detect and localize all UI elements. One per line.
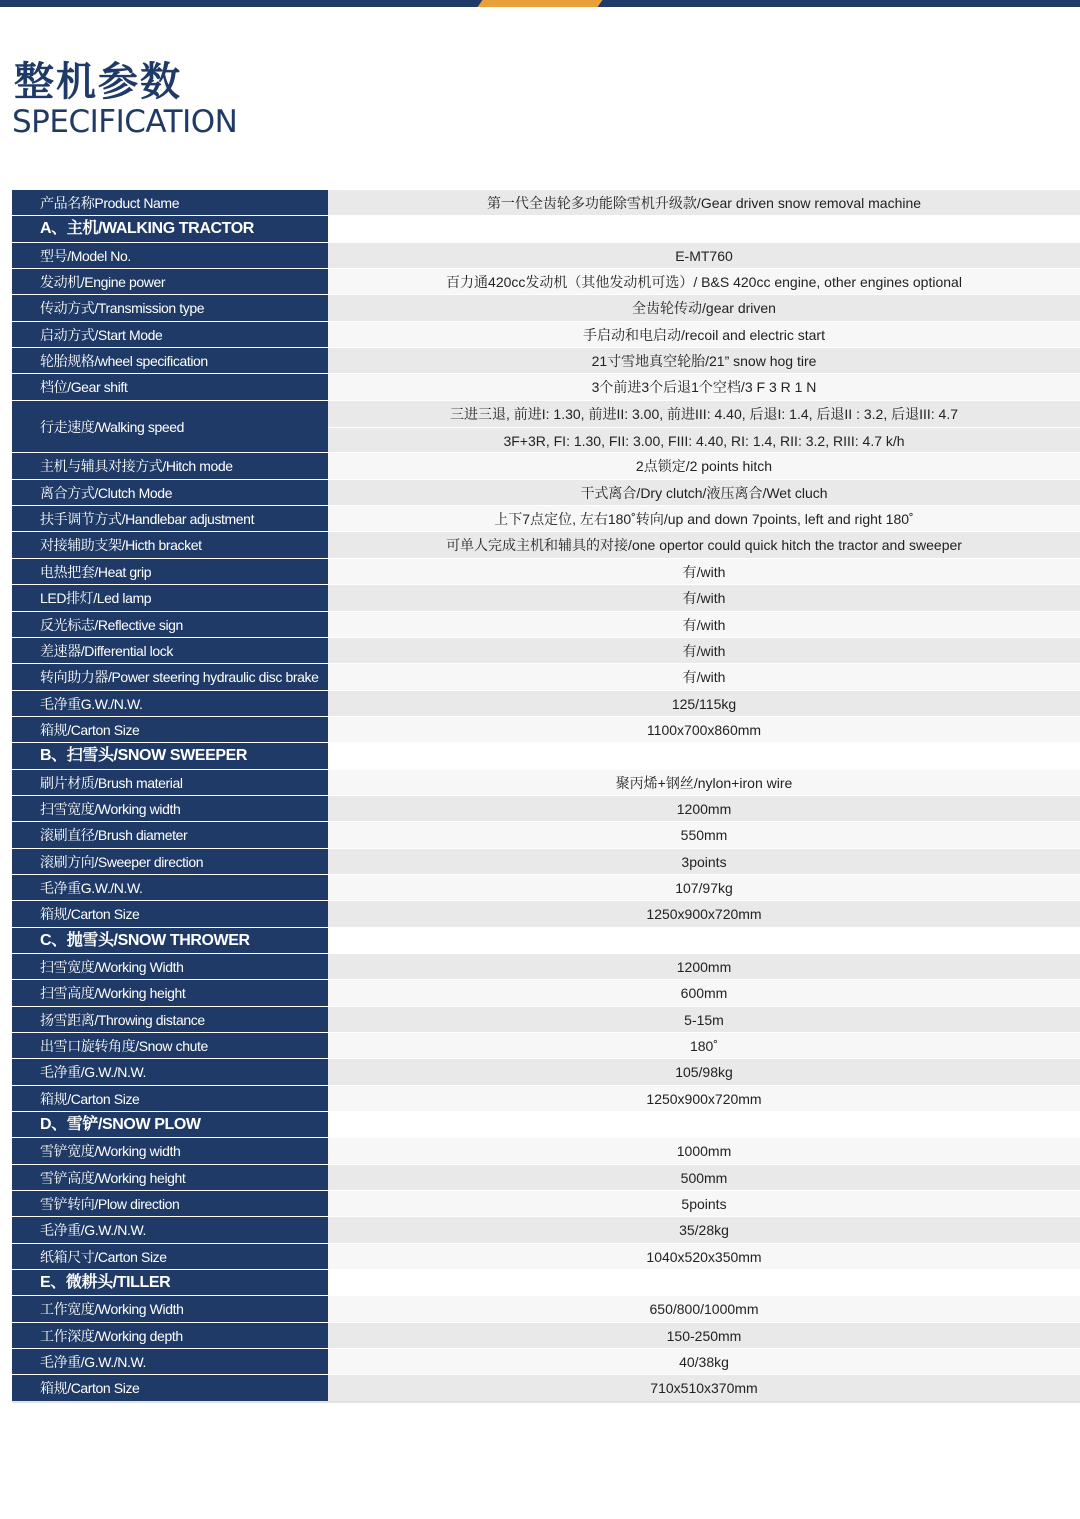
- table-row: [12, 954, 1080, 980]
- spec-label: 毛净重G.W./N.W.: [12, 875, 328, 901]
- section-title: B、扫雪头/SNOW SWEEPER: [12, 743, 328, 769]
- table-row: [12, 322, 1080, 348]
- spec-value: 有/with: [328, 664, 1080, 690]
- spec-value: 500mm: [328, 1165, 1080, 1191]
- table-row: [12, 1033, 1080, 1059]
- table-row: [12, 822, 1080, 848]
- table-row: [12, 875, 1080, 901]
- spec-label: LED排灯/Led lamp: [12, 585, 328, 611]
- spec-value: 180˚: [328, 1033, 1080, 1059]
- spec-value: 125/115kg: [328, 691, 1080, 717]
- section-blank-cell: [328, 743, 1080, 769]
- spec-label: 扫雪宽度/Working Width: [12, 954, 328, 980]
- spec-label: 传动方式/Transmission type: [12, 295, 328, 321]
- section-header-row: [12, 928, 1080, 954]
- table-row: [12, 901, 1080, 927]
- table-row: [12, 453, 1080, 479]
- table-row: [12, 664, 1080, 690]
- section-title: A、主机/WALKING TRACTOR: [12, 216, 328, 242]
- spec-label: 行走速度/Walking speed: [12, 401, 328, 454]
- spec-value: 有/with: [328, 559, 1080, 585]
- table-row: [12, 1138, 1080, 1164]
- spec-value: 710x510x370mm: [328, 1375, 1080, 1401]
- section-header-row: [12, 1112, 1080, 1138]
- spec-label: 离合方式/Clutch Mode: [12, 480, 328, 506]
- section-blank-cell: [328, 1270, 1080, 1296]
- spec-label: 型号/Model No.: [12, 243, 328, 269]
- spec-value: 1100x700x860mm: [328, 717, 1080, 743]
- spec-label: 电热把套/Heat grip: [12, 559, 328, 585]
- spec-label: 反光标志/Reflective sign: [12, 612, 328, 638]
- table-row: [12, 770, 1080, 796]
- spec-value: 有/with: [328, 638, 1080, 664]
- table-row: [12, 532, 1080, 558]
- spec-label: 转向助力器/Power steering hydraulic disc brake: [12, 664, 328, 690]
- spec-label: 雪铲宽度/Working width: [12, 1138, 328, 1164]
- table-row: [12, 374, 1080, 400]
- page-title-chinese: 整机参数: [14, 59, 182, 105]
- table-row: [12, 612, 1080, 638]
- spec-label: 轮胎规格/wheel specification: [12, 348, 328, 374]
- table-row: [12, 1375, 1080, 1401]
- section-header-row: [12, 216, 1080, 242]
- spec-value: 上下7点定位, 左右180˚转向/up and down 7points, left and right 180˚: [328, 506, 1080, 532]
- table-row: [12, 1296, 1080, 1322]
- spec-label: 产品名称Product Name: [12, 190, 328, 216]
- spec-value: 40/38kg: [328, 1349, 1080, 1375]
- spec-label: 雪铲转向/Plow direction: [12, 1191, 328, 1217]
- spec-value: 21寸雪地真空轮胎/21” snow hog tire: [328, 348, 1080, 374]
- table-row: [12, 348, 1080, 374]
- spec-value: 可单人完成主机和辅具的对接/one opertor could quick hitch the tractor and sweeper: [328, 532, 1080, 558]
- spec-label: 滚刷直径/Brush diameter: [12, 822, 328, 848]
- spec-label: 箱规/Carton Size: [12, 1086, 328, 1112]
- spec-value: 35/28kg: [328, 1217, 1080, 1243]
- spec-value: 600mm: [328, 980, 1080, 1006]
- table-row: [12, 401, 1080, 454]
- table-row: [12, 1323, 1080, 1349]
- table-row: [12, 638, 1080, 664]
- table-row: [12, 295, 1080, 321]
- spec-value: 107/97kg: [328, 875, 1080, 901]
- spec-value: 105/98kg: [328, 1059, 1080, 1085]
- spec-label: 差速器/Differential lock: [12, 638, 328, 664]
- spec-value: 1200mm: [328, 954, 1080, 980]
- spec-value: 3个前进3个后退1个空档/3 F 3 R 1 N: [328, 374, 1080, 400]
- section-title: E、微耕头/TILLER: [12, 1270, 328, 1296]
- table-row: [12, 1007, 1080, 1033]
- table-row: [12, 1217, 1080, 1243]
- table-row: [12, 559, 1080, 585]
- spec-label: 工作宽度/Working Width: [12, 1296, 328, 1322]
- spec-value: 百力通420cc发动机（其他发动机可选）/ B&S 420cc engine, other engines optional: [328, 269, 1080, 295]
- spec-value: E-MT760: [328, 243, 1080, 269]
- spec-value: 5points: [328, 1191, 1080, 1217]
- spec-label: 箱规/Carton Size: [12, 717, 328, 743]
- section-blank-cell: [328, 928, 1080, 954]
- table-row: [12, 980, 1080, 1006]
- spec-label: 扫雪宽度/Working width: [12, 796, 328, 822]
- table-row: [12, 849, 1080, 875]
- table-row: [12, 585, 1080, 611]
- spec-label: 扶手调节方式/Handlebar adjustment: [12, 506, 328, 532]
- spec-label: 雪铲高度/Working height: [12, 1165, 328, 1191]
- spec-value: 全齿轮传动/gear driven: [328, 295, 1080, 321]
- spec-value: 第一代全齿轮多功能除雪机升级款/Gear driven snow removal machine: [328, 190, 1080, 216]
- spec-label: 扫雪高度/Working height: [12, 980, 328, 1006]
- spec-value-line-2: 3F+3R, FI: 1.30, FII: 3.00, FIII: 4.40, RI: 1.4, RII: 3.2, RIII: 4.7 k/h: [328, 427, 1080, 453]
- table-row: [12, 1086, 1080, 1112]
- section-title: D、雪铲/SNOW PLOW: [12, 1112, 328, 1138]
- spec-value: 1200mm: [328, 796, 1080, 822]
- spec-label: 发动机/Engine power: [12, 269, 328, 295]
- spec-label: 滚刷方向/Sweeper direction: [12, 849, 328, 875]
- spec-label: 工作深度/Working depth: [12, 1323, 328, 1349]
- spec-value: 有/with: [328, 585, 1080, 611]
- spec-value: 1250x900x720mm: [328, 1086, 1080, 1112]
- spec-label: 毛净重G.W./N.W.: [12, 691, 328, 717]
- spec-label: 对接辅助支架/Hicth bracket: [12, 532, 328, 558]
- spec-label: 刷片材质/Brush material: [12, 770, 328, 796]
- spec-value: 550mm: [328, 822, 1080, 848]
- spec-value: 5-15m: [328, 1007, 1080, 1033]
- table-row: [12, 1191, 1080, 1217]
- spec-value: 3points: [328, 849, 1080, 875]
- spec-value: 1250x900x720mm: [328, 901, 1080, 927]
- table-bottom-rule: [12, 1401, 1080, 1403]
- table-row: [12, 480, 1080, 506]
- spec-label: 出雪口旋转角度/Snow chute: [12, 1033, 328, 1059]
- table-row: [12, 190, 1080, 216]
- specification-table: [12, 190, 1080, 1402]
- section-title: C、抛雪头/SNOW THROWER: [12, 928, 328, 954]
- spec-value: 2点锁定/2 points hitch: [328, 453, 1080, 479]
- table-row: [12, 269, 1080, 295]
- table-row: [12, 717, 1080, 743]
- spec-value: 聚丙烯+钢丝/nylon+iron wire: [328, 770, 1080, 796]
- spec-label: 毛净重/G.W./N.W.: [12, 1059, 328, 1085]
- spec-value: 干式离合/Dry clutch/液压离合/Wet cluch: [328, 480, 1080, 506]
- top-accent-stripe: [478, 0, 603, 7]
- spec-label: 档位/Gear shift: [12, 374, 328, 400]
- table-row: [12, 1059, 1080, 1085]
- spec-label: 主机与辅具对接方式/Hitch mode: [12, 453, 328, 479]
- spec-value: 650/800/1000mm: [328, 1296, 1080, 1322]
- table-row: [12, 1165, 1080, 1191]
- table-row: [12, 243, 1080, 269]
- table-row: [12, 506, 1080, 532]
- spec-label: 毛净重/G.W./N.W.: [12, 1217, 328, 1243]
- section-header-row: [12, 1270, 1080, 1296]
- spec-value: 有/with: [328, 612, 1080, 638]
- spec-label: 箱规/Carton Size: [12, 1375, 328, 1401]
- spec-label: 箱规/Carton Size: [12, 901, 328, 927]
- spec-value: 1000mm: [328, 1138, 1080, 1164]
- spec-value: [328, 401, 1080, 454]
- table-row: [12, 691, 1080, 717]
- section-blank-cell: [328, 216, 1080, 242]
- spec-value: 150-250mm: [328, 1323, 1080, 1349]
- spec-label: 毛净重/G.W./N.W.: [12, 1349, 328, 1375]
- table-row: [12, 1244, 1080, 1270]
- table-row: [12, 796, 1080, 822]
- section-header-row: [12, 743, 1080, 769]
- spec-value: 手启动和电启动/recoil and electric start: [328, 322, 1080, 348]
- page-title-english: SPECIFICATION: [12, 104, 238, 140]
- spec-value: 1040x520x350mm: [328, 1244, 1080, 1270]
- spec-label: 扬雪距离/Throwing distance: [12, 1007, 328, 1033]
- spec-value-line-1: 三进三退, 前进I: 1.30, 前进II: 3.00, 前进III: 4.40, 后退I: 1.4, 后退II : 3.2, 后退III: 4.7: [449, 405, 959, 422]
- spec-label: 纸箱尺寸/Carton Size: [12, 1244, 328, 1270]
- section-blank-cell: [328, 1112, 1080, 1138]
- table-row: [12, 1349, 1080, 1375]
- spec-label: 启动方式/Start Mode: [12, 322, 328, 348]
